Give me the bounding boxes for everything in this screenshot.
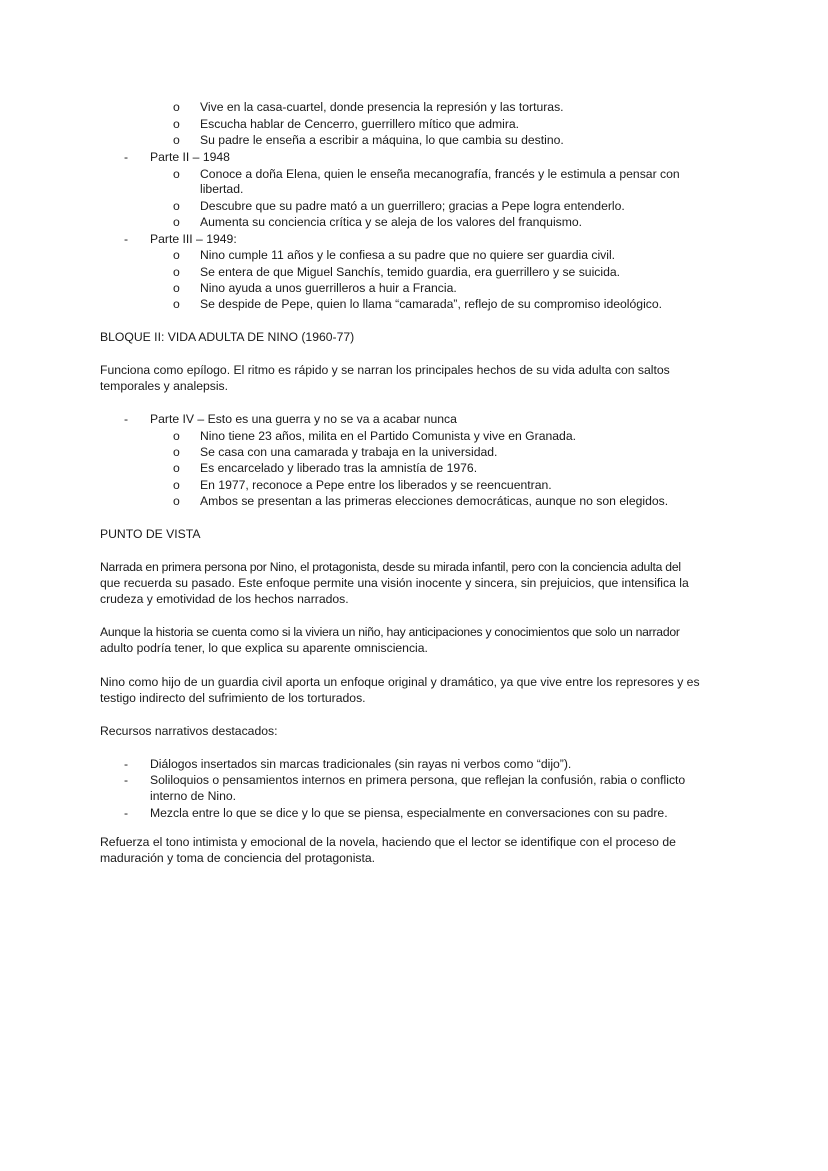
dash-marker: - (124, 232, 129, 246)
bullet-marker: o (173, 461, 180, 475)
bullet-marker: o (173, 215, 180, 229)
bullet-marker: o (173, 297, 180, 311)
bullet-marker: o (173, 494, 180, 508)
bullet-marker: o (173, 265, 180, 279)
dash-marker: - (124, 412, 129, 426)
bullet-marker: o (173, 429, 180, 443)
document-page: o Vive en la casa-cuartel, donde presencia la represión y las torturas. o Escucha hablar de Cencerro, guerrillero mítico que admira. o Su padre le enseña a escribir a máquina, lo que cambia su destino. - Parte II – 1948 o Conoce a doña Elena, quien le enseña mecanografía, francés y le estimula a pensar con libertad. o Descubre que su padre mató a un guerrillero; gracias a Pepe logra entenderlo. o Aumenta su conciencia crítica y se aleja de los valores del franquismo. - Parte III – 1949: o Nino cumple 11 años y le confiesa a su padre que no quiere ser guardia civil. o Se entera de que Miguel Sanchís, temido guardia, era guerrillero y se suicida. o Nino ayuda a unos guerrilleros a huir a Francia. o Se despide de Pepe, quien lo llama “camarada”, reflejo de su compromiso ideológico. BLOQUE II: VIDA ADULTA DE NINO (1960-77) Funciona como epílogo. El ritmo es rápido y se narran los principales hechos de su vida adulta con saltos temporales y analepsis. - Parte IV – Esto es una guerra y no se va a acabar nunca o Nino tiene 23 años, milita en el Partido Comunista y vive en Granada. o Se casa con una camarada y trabaja en la universidad. o Es encarcelado y liberado tras la amnistía de 1976. o En 1977, reconoce a Pepe entre los liberados y se reencuentran. o Ambos se presentan a las primeras elecciones democráticas, aunque no son elegidos. PUNTO DE VISTA Narrada en primera persona por Nino, el protagonista, desde su mirada infantil, pero con la conciencia adulta del que recuerda su pasado. Este enfoque permite una visión inocente y sincera, sin prejuicios, que intensifica la crudeza y emotividad de los hechos narrados. Aunque la historia se cuenta como si la viviera un niño, hay anticipaciones y conocimientos que solo un narrador adulto podría tener, lo que explica su aparente omnisciencia. Nino como hijo de un guardia civil aporta un enfoque original y dramático, ya que vive entre los represores y es testigo indirecto del sufrimiento de los torturados. Recursos narrativos destacados: - Diálogos insertados sin marcas tradicionales (sin rayas ni verbos como “dijo”). - Soliloquios o pensamientos internos en primera persona, que reflejan la confusión, rabia o conflicto interno de Nino. - Mezcla entre lo que se dice y lo que se piensa, especialmente en conversaciones con su padre. Refuerza el tono intimista y emocional de la novela, haciendo que el lector se identifique con el proceso de maduración y toma de conciencia del protagonista. (100, 100, 700, 865)
paragraph-line: Narrada en primera persona por Nino, el protagonista, desde su mirada infantil, pero con la conciencia adulta del (100, 560, 681, 574)
bullet-marker: o (173, 100, 180, 114)
dash-marker: - (124, 150, 129, 164)
paragraph-line: que recuerda su pasado. Este enfoque permite una visión inocente y sincera, sin prejuicios, que intensifica la (100, 576, 689, 590)
paragraph-line: Refuerza el tono intimista y emocional de la novela, haciendo que el lector se identifique con el proceso de (100, 835, 676, 849)
bullet-marker: o (173, 133, 180, 147)
bullet-marker: o (173, 281, 180, 295)
paragraph-line: Aunque la historia se cuenta como si la viviera un niño, hay anticipaciones y conocimientos que solo un narrador (100, 625, 680, 639)
bullet-marker: o (173, 478, 180, 492)
paragraph-line: maduración y toma de conciencia del protagonista. (100, 851, 376, 865)
bullet-marker: o (173, 248, 180, 262)
dash-marker: - (124, 773, 129, 787)
paragraph-line: Nino como hijo de un guardia civil aporta un enfoque original y dramático, ya que vive entre los represores y es (100, 675, 700, 689)
paragraph-line: crudeza y emotividad de los hechos narrados. (100, 592, 349, 606)
paragraph-line: testigo indirecto del sufrimiento de los torturados. (100, 691, 366, 705)
paragraph-line: Funciona como epílogo. El ritmo es rápido y se narran los principales hechos de su vida adulta con saltos (100, 363, 670, 377)
recursos-heading: Recursos narrativos destacados: (100, 724, 278, 738)
paragraph-line: temporales y analepsis. (100, 379, 229, 393)
paragraph-line: adulto podría tener, lo que explica su aparente omnisciencia. (100, 641, 428, 655)
bullet-marker: o (173, 199, 180, 213)
section-heading-bloque-2: BLOQUE II: VIDA ADULTA DE NINO (1960-77) (100, 330, 355, 344)
dash-marker: - (124, 757, 129, 771)
bullet-marker: o (173, 167, 180, 181)
bullet-marker: o (173, 445, 180, 459)
section-heading-punto-de-vista: PUNTO DE VISTA (100, 527, 201, 541)
dash-marker: - (124, 806, 129, 820)
bullet-marker: o (173, 117, 180, 131)
